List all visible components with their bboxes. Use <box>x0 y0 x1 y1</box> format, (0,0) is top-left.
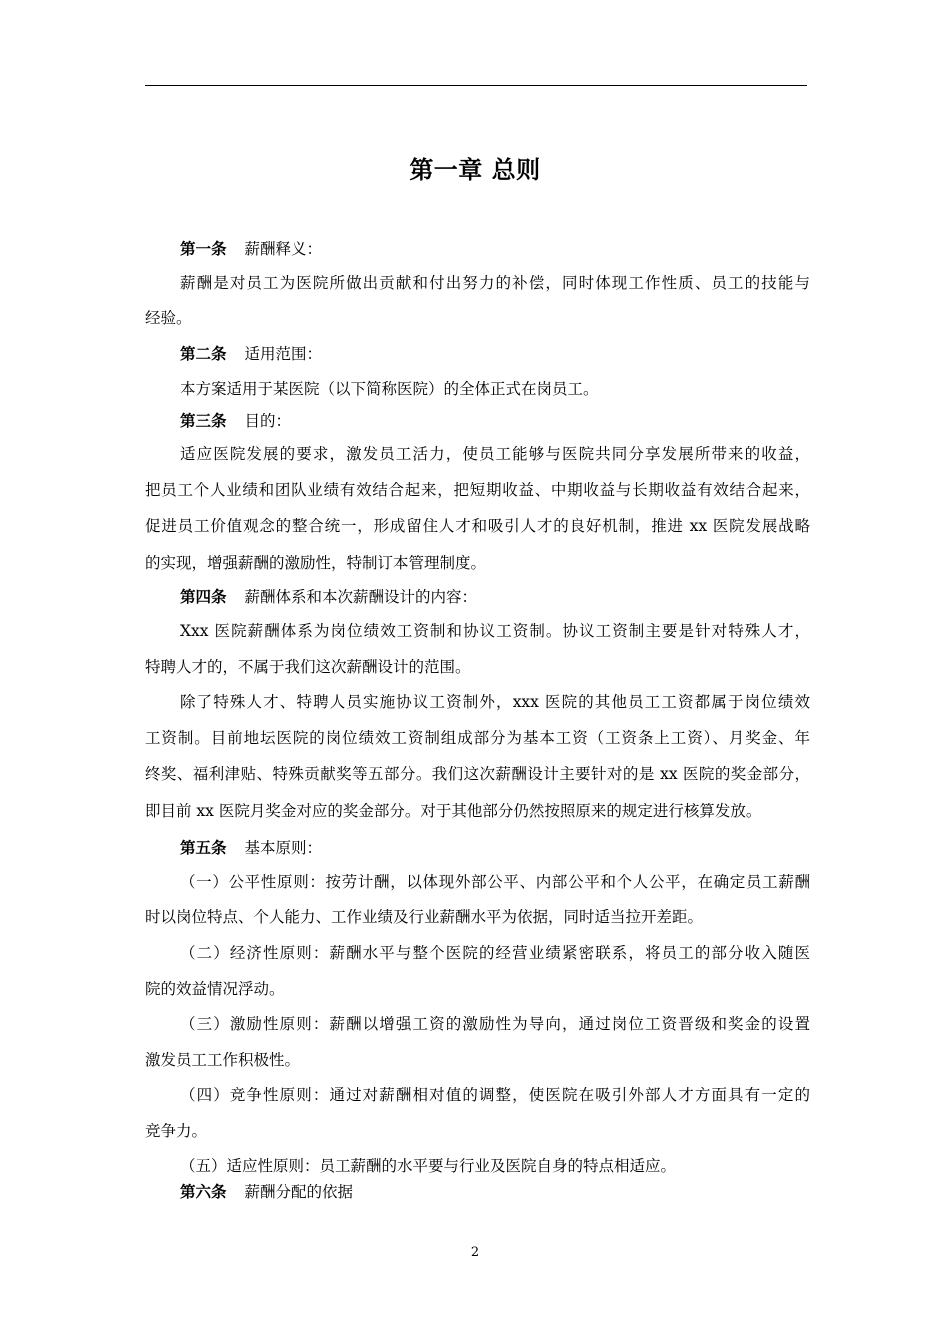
paragraph-line: （一）公平性原则：按劳计酬，以体现外部公平、内部公平和个人公平，在确定员工薪酬 <box>180 873 810 891</box>
article-5-label: 第五条 <box>180 839 227 857</box>
paragraph-line: 适应医院发展的要求，激发员工活力，使员工能够与医院共同分享发展所带来的收益， <box>180 445 810 463</box>
paragraph-line: 经验。 <box>145 309 192 327</box>
article-5-title: 基本原则： <box>244 839 323 857</box>
page-number: 2 <box>470 1245 480 1260</box>
article-5-heading <box>180 836 810 860</box>
paragraph-line: 特聘人才的，不属于我们这次薪酬设计的范围。 <box>145 658 471 676</box>
paragraph-line: 除了特殊人才、特聘人员实施协议工资制外，xxx 医院的其他员工工资都属于岗位绩效 <box>180 693 810 711</box>
paragraph-line: 终奖、福利津贴、特殊贡献奖等五部分。我们这次薪酬设计主要针对的是 xx 医院的奖金部分， <box>145 765 810 783</box>
paragraph-line: 本方案适用于某医院（以下简称医院）的全体正式在岗员工。 <box>180 380 599 398</box>
paragraph-line: 薪酬是对员工为医院所做出贡献和付出努力的补偿，同时体现工作性质、员工的技能与 <box>180 274 810 292</box>
paragraph-line: 工资制。目前地坛医院的岗位绩效工资制组成部分为基本工资（工资条上工资）、月奖金、年 <box>145 729 810 747</box>
article-3-label: 第三条 <box>180 412 227 430</box>
article-2-label: 第二条 <box>180 345 227 363</box>
article-6-heading <box>180 1180 810 1204</box>
article-3-heading <box>180 409 810 433</box>
paragraph-line: （五）适应性原则：员工薪酬的水平要与行业及医院自身的特点相适应。 <box>180 1157 677 1175</box>
header-rule <box>145 85 807 86</box>
article-1-label: 第一条 <box>180 240 227 258</box>
article-6-title: 薪酬分配的依据 <box>244 1183 354 1201</box>
paragraph-line: 竞争力。 <box>145 1122 208 1140</box>
paragraph-line: 激发员工工作积极性。 <box>145 1051 301 1069</box>
article-4-heading <box>180 585 810 609</box>
paragraph-line: 把员工个人业绩和团队业绩有效结合起来，把短期收益、中期收益与长期收益有效结合起来， <box>145 481 810 499</box>
article-6-label: 第六条 <box>180 1183 227 1201</box>
article-1-title: 薪酬释义： <box>244 240 323 258</box>
paragraph-line: （三）激励性原则：薪酬以增强工资的激励性为导向，通过岗位工资晋级和奖金的设置 <box>180 1015 810 1033</box>
article-4-label: 第四条 <box>180 588 227 606</box>
article-2-heading <box>180 342 810 366</box>
paragraph-line: 促进员工价值观念的整合统一，形成留住人才和吸引人才的良好机制，推进 xx 医院发展战略 <box>145 517 810 535</box>
paragraph-line: 的实现，增强薪酬的激励性，特制订本管理制度。 <box>145 554 487 572</box>
article-1-heading <box>180 237 810 261</box>
paragraph-line: 即目前 xx 医院月奖金对应的奖金部分。对于其他部分仍然按照原来的规定进行核算发放。 <box>145 802 762 820</box>
paragraph-line: 院的效益情况浮动。 <box>145 980 285 998</box>
paragraph-line: （四）竞争性原则：通过对薪酬相对值的调整，使医院在吸引外部人才方面具有一定的 <box>180 1086 810 1104</box>
paragraph-line: （二）经济性原则：薪酬水平与整个医院的经营业绩紧密联系，将员工的部分收入随医 <box>180 944 810 962</box>
article-3-title: 目的： <box>244 412 292 430</box>
chapter-title: 第一章 总则 <box>409 156 541 184</box>
article-2-title: 适用范围： <box>244 345 323 363</box>
paragraph-line: 时以岗位特点、个人能力、工作业绩及行业薪酬水平为依据，同时适当拉开差距。 <box>145 908 704 926</box>
paragraph-line: Xxx 医院薪酬体系为岗位绩效工资制和协议工资制。协议工资制主要是针对特殊人才， <box>180 622 810 640</box>
article-4-title: 薪酬体系和本次薪酬设计的内容： <box>244 588 478 606</box>
